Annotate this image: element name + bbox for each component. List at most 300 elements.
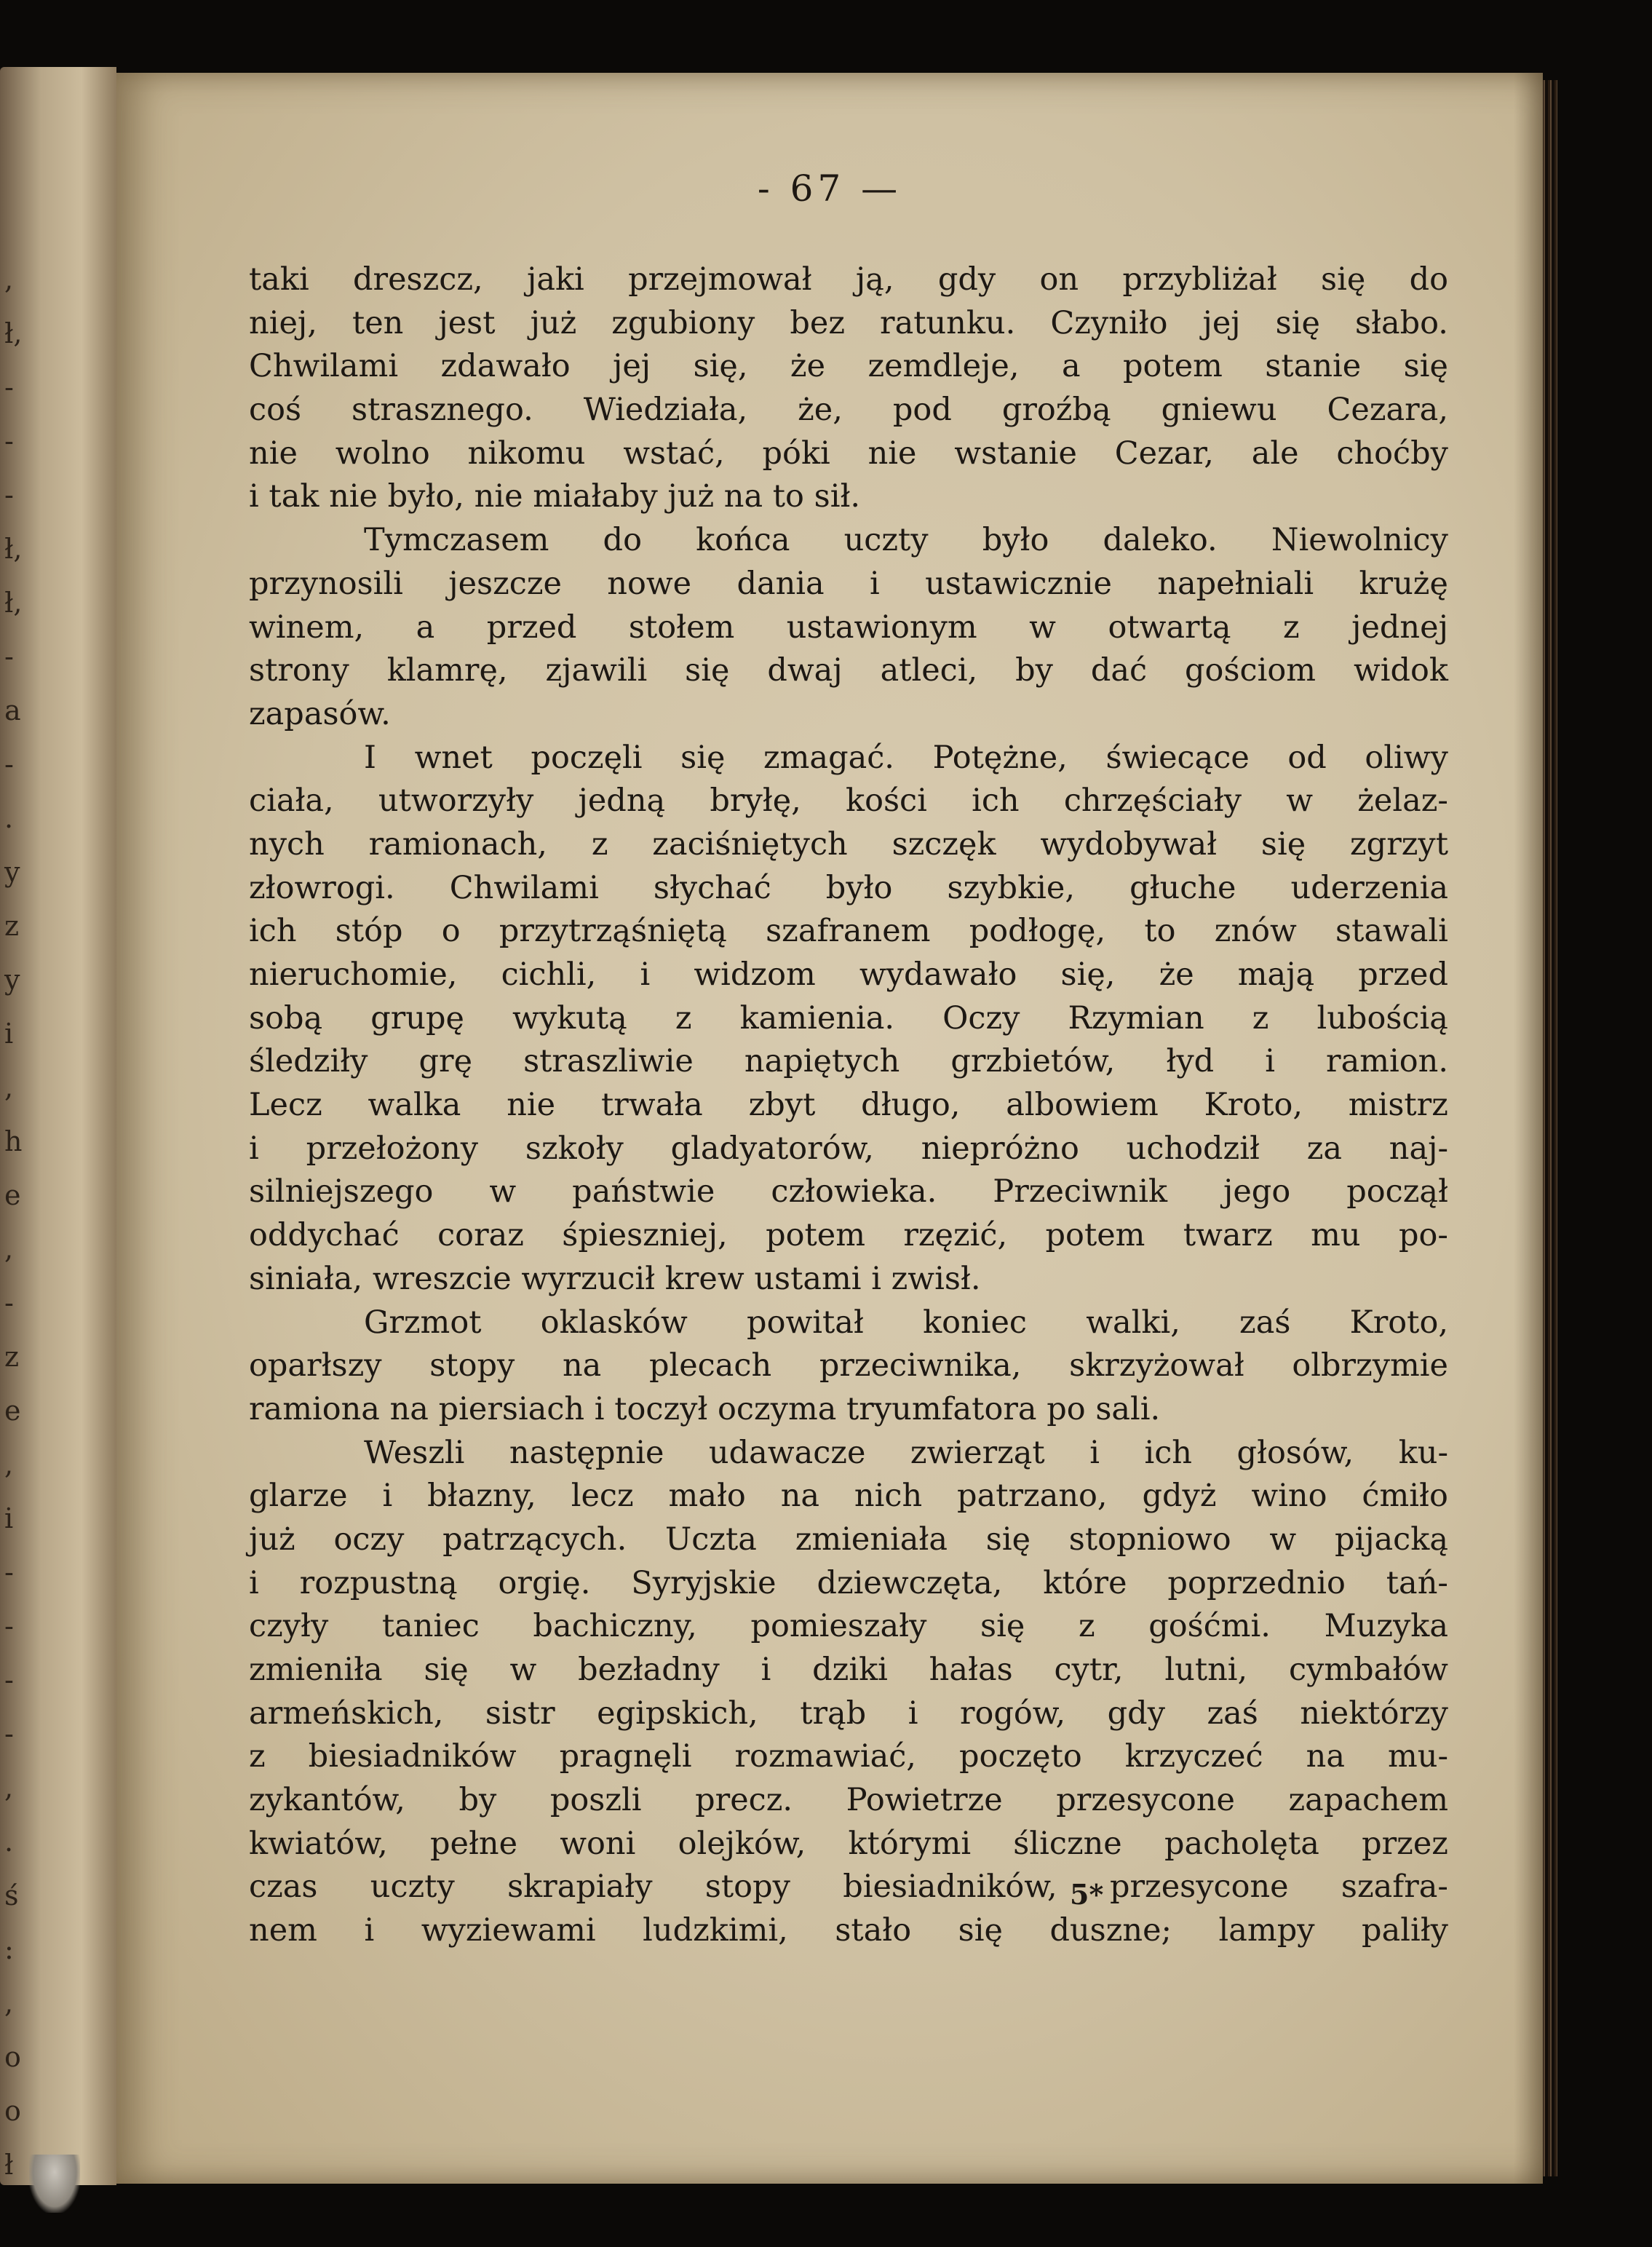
word: oczy — [333, 1521, 405, 1558]
word: gośćmi. — [1148, 1608, 1271, 1645]
word: złowrogi. — [249, 869, 395, 906]
word: krużę — [1359, 565, 1448, 602]
word: rozmawiać, — [734, 1738, 916, 1775]
text-line — [249, 1649, 1448, 1692]
word: i — [364, 1912, 375, 1949]
word: cytr, — [1054, 1652, 1124, 1688]
word: on — [1039, 261, 1079, 298]
word: i — [594, 1390, 615, 1427]
adjacent-page-char: , — [4, 263, 14, 296]
word: trwała — [600, 1087, 703, 1124]
word: Oczy — [942, 999, 1020, 1037]
word: oklasków — [540, 1304, 688, 1341]
word: ustawionym — [786, 609, 977, 646]
word: Przeciwnik — [993, 1173, 1168, 1210]
word: Weszli — [364, 1434, 465, 1471]
text-line — [249, 1692, 1448, 1736]
word: i — [1265, 1043, 1275, 1080]
word: bez — [790, 304, 845, 341]
word: i — [871, 1260, 891, 1297]
adjacent-page-char: - — [4, 425, 14, 457]
word: zykantów, — [249, 1782, 405, 1819]
word: winem, — [249, 609, 365, 646]
word: Kroto, — [1349, 1304, 1448, 1341]
text-line — [249, 1040, 1448, 1084]
word: zaś — [1207, 1695, 1258, 1732]
word: oliwy — [1365, 739, 1448, 776]
word: i — [640, 956, 651, 993]
word: w — [509, 1652, 537, 1688]
signature-mark: 5* — [1070, 1878, 1104, 1911]
word: i — [249, 1564, 259, 1601]
word: ćmiło — [1362, 1478, 1448, 1515]
word: ratunku. — [880, 304, 1016, 341]
word: w — [489, 1173, 517, 1210]
text-line — [249, 1301, 1448, 1345]
word: ku- — [1398, 1434, 1448, 1471]
word: szczęk — [891, 825, 996, 863]
word: twarz — [1183, 1217, 1273, 1254]
word: skrapiały — [507, 1868, 653, 1906]
word: stanie — [1265, 348, 1362, 385]
word: przełożony — [306, 1130, 479, 1167]
adjacent-page-char: y — [4, 964, 20, 996]
word: a — [1061, 348, 1081, 385]
word: niektórzy — [1300, 1695, 1448, 1732]
word: sali. — [1095, 1390, 1161, 1427]
word: tań- — [1386, 1564, 1448, 1601]
word: olbrzymie — [1292, 1347, 1448, 1384]
text-line — [249, 563, 1448, 606]
word: począł — [1346, 1173, 1448, 1210]
word: orgię. — [498, 1564, 591, 1601]
word: nie — [474, 478, 533, 515]
word: że — [1159, 956, 1194, 993]
word: lampy — [1218, 1912, 1315, 1949]
word: I — [364, 739, 376, 776]
word: oczyma — [718, 1390, 847, 1427]
text-line — [249, 1214, 1448, 1258]
text-line — [249, 1344, 1448, 1388]
word: i — [908, 1695, 918, 1732]
page-shadow — [1514, 73, 1543, 2184]
word: potem — [1123, 348, 1223, 385]
adjacent-page-char: , — [4, 1772, 14, 1804]
word: mistrz — [1348, 1087, 1448, 1124]
word: duszne; — [1049, 1912, 1172, 1949]
text-line — [249, 606, 1448, 650]
word: ludzkimi, — [643, 1912, 788, 1949]
text-line — [249, 302, 1448, 346]
word: wydobywał — [1040, 825, 1218, 863]
word: miałaby — [533, 478, 668, 515]
word: chrzęściały — [1063, 782, 1242, 820]
adjacent-page-char: i — [4, 1018, 14, 1050]
word: się — [1275, 304, 1320, 341]
word: niej, — [249, 304, 317, 341]
word: straszliwie — [523, 1043, 694, 1080]
word: w — [1286, 782, 1314, 820]
word: nie — [329, 478, 388, 515]
word: stopy — [429, 1347, 515, 1384]
word: pijacką — [1334, 1521, 1448, 1558]
word: głuche — [1129, 869, 1236, 906]
word: człowieka. — [771, 1173, 937, 1210]
text-line — [249, 475, 1448, 519]
word: Tymczasem — [364, 522, 549, 559]
word: jednej — [1351, 609, 1448, 646]
word: bezładny — [578, 1652, 720, 1688]
word: rogów, — [959, 1695, 1066, 1732]
word: po- — [1398, 1217, 1448, 1254]
body-text — [249, 258, 1448, 1953]
adjacent-page-char: i — [4, 1502, 14, 1534]
word: jest — [438, 304, 496, 341]
word: pragnęli — [559, 1738, 692, 1775]
adjacent-page-char: - — [4, 1610, 14, 1642]
adjacent-page-char: ś — [4, 1879, 19, 1911]
word: woni — [560, 1825, 636, 1862]
word: ciała, — [249, 782, 334, 820]
word: stóp — [335, 913, 403, 950]
word: piersiach — [438, 1390, 595, 1427]
word: zwisł. — [891, 1260, 981, 1297]
adjacent-page-char: - — [4, 748, 14, 780]
word: wstać, — [623, 435, 725, 472]
text-line — [249, 1432, 1448, 1475]
word: uderzenia — [1290, 869, 1448, 906]
word: i — [249, 478, 269, 515]
word: stołem — [628, 609, 735, 646]
word: armeńskich, — [249, 1695, 444, 1732]
word: nych — [249, 825, 325, 863]
word: się, — [693, 348, 748, 385]
word: zaciśniętych — [652, 825, 848, 863]
word: coś — [249, 392, 302, 429]
word: Muzyka — [1324, 1608, 1448, 1645]
word: rzęzić, — [903, 1217, 1008, 1254]
word: jedną — [578, 782, 666, 820]
word: z — [1283, 609, 1300, 646]
word: pomieszały — [750, 1608, 927, 1645]
word: daleko. — [1103, 522, 1218, 559]
word: z — [249, 1738, 266, 1775]
word: do — [603, 522, 642, 559]
word: szybkie, — [947, 869, 1075, 906]
word: nem — [249, 1912, 317, 1949]
word: sił. — [814, 478, 861, 515]
word: by — [458, 1782, 497, 1819]
word: olejków, — [678, 1825, 806, 1862]
word: śledziły — [249, 1043, 368, 1080]
text-line — [249, 1170, 1448, 1214]
word: ramiona — [249, 1390, 390, 1427]
word: dwaj — [767, 652, 843, 689]
word: z — [675, 999, 692, 1037]
adjacent-page-char: , — [4, 1233, 14, 1265]
word: grupę — [370, 999, 464, 1037]
adjacent-page-char: . — [4, 1826, 14, 1858]
word: Cezara, — [1327, 392, 1448, 429]
word: oparłszy — [249, 1347, 382, 1384]
word: głosów, — [1236, 1434, 1354, 1471]
word: dać — [1090, 652, 1148, 689]
word: wyziewami — [421, 1912, 596, 1949]
text-line — [249, 1779, 1448, 1823]
word: oddychać — [249, 1217, 400, 1254]
word: się — [1260, 825, 1306, 863]
text-line — [249, 1823, 1448, 1866]
word: coraz — [437, 1217, 524, 1254]
word: poczęto — [958, 1738, 1082, 1775]
adjacent-page-char: - — [4, 1287, 14, 1319]
book-page — [116, 73, 1543, 2184]
adjacent-page-char: z — [4, 910, 20, 942]
word: precz. — [695, 1782, 793, 1819]
word: wnet — [414, 739, 493, 776]
word: do — [1409, 261, 1448, 298]
word: wolno — [335, 435, 430, 472]
word: było — [982, 522, 1049, 559]
word: się — [1403, 348, 1448, 385]
word: na — [1306, 1738, 1345, 1775]
adjacent-page-char: e — [4, 1179, 21, 1211]
text-line — [249, 1518, 1448, 1562]
word: przeciwnika, — [819, 1347, 1022, 1384]
word: czas — [249, 1868, 318, 1906]
word: Powietrze — [846, 1782, 1003, 1819]
word: z — [591, 825, 608, 863]
word: potem — [766, 1217, 865, 1254]
word: ale — [1251, 435, 1299, 472]
word: już — [667, 478, 724, 515]
word: wino — [1251, 1478, 1327, 1515]
word: końca — [696, 522, 790, 559]
text-line — [249, 1909, 1448, 1953]
word: pacholęta — [1164, 1825, 1319, 1862]
word: że — [790, 348, 826, 385]
word: tryumfatora — [846, 1390, 1047, 1427]
word: zapasów. — [249, 695, 391, 732]
word: po — [1047, 1390, 1096, 1427]
word: gdy — [1107, 1695, 1166, 1732]
word: poczęli — [531, 739, 643, 776]
word: za — [1306, 1130, 1342, 1167]
word: ich — [972, 782, 1020, 820]
word: taki — [249, 261, 309, 298]
text-line — [249, 1735, 1448, 1779]
word: na — [562, 1347, 602, 1384]
word: słabo. — [1354, 304, 1448, 341]
word: sistr — [485, 1695, 555, 1732]
word: nikomu — [467, 435, 586, 472]
word: cichli, — [501, 956, 597, 993]
word: śliczne — [1013, 1825, 1122, 1862]
word: przynosili — [249, 565, 403, 602]
word: i — [870, 565, 880, 602]
word: gdyż — [1142, 1478, 1217, 1515]
word: hałas — [929, 1652, 1013, 1688]
text-line — [249, 910, 1448, 954]
word: się — [685, 652, 730, 689]
adjacent-page-char: ł — [4, 2149, 14, 2181]
word: zdawało — [440, 348, 571, 385]
text-line — [249, 1388, 1448, 1432]
text-line — [249, 997, 1448, 1041]
word: nie — [249, 435, 298, 472]
word: krew — [664, 1260, 755, 1297]
word: dziewczęta, — [817, 1564, 1003, 1601]
word: łyd — [1166, 1043, 1215, 1080]
word: Potężne, — [932, 739, 1068, 776]
text-line — [249, 1866, 1448, 1909]
word: zgubiony — [611, 304, 755, 341]
adjacent-page-char: . — [4, 802, 14, 834]
word: Syryjskie — [631, 1564, 777, 1601]
word: przesycone — [1056, 1782, 1235, 1819]
word: albowiem — [1006, 1087, 1159, 1124]
text-line — [249, 649, 1448, 693]
word: się — [424, 1652, 469, 1688]
word: państwie — [572, 1173, 715, 1210]
word: rozpustną — [299, 1564, 458, 1601]
word: Czyniło — [1050, 304, 1168, 341]
word: gniewu — [1161, 392, 1277, 429]
word: szkoły — [525, 1130, 624, 1167]
word: słychać — [653, 869, 771, 906]
word: kamienia. — [739, 999, 895, 1037]
word: póki — [762, 435, 830, 472]
text-line — [249, 1128, 1448, 1171]
word: zbyt — [748, 1087, 816, 1124]
word: stopniowo — [1068, 1521, 1231, 1558]
adjacent-page-char: - — [4, 641, 14, 673]
word: które — [1043, 1564, 1127, 1601]
text-line — [249, 1562, 1448, 1606]
word: ramionach, — [368, 825, 547, 863]
word: się — [680, 739, 726, 776]
word: przejmował — [628, 261, 812, 298]
word: zaś — [1239, 1304, 1291, 1341]
word: wyrzucił — [521, 1260, 665, 1297]
word: się — [958, 1912, 1003, 1949]
text-line — [249, 1084, 1448, 1128]
text-line — [249, 1475, 1448, 1518]
word: kwiatów, — [249, 1825, 388, 1862]
word: cymbałów — [1289, 1652, 1448, 1688]
word: choćby — [1336, 435, 1448, 472]
word: szafranem — [766, 913, 931, 950]
adjacent-page-char: z — [4, 1341, 20, 1373]
word: taniec — [381, 1608, 480, 1645]
adjacent-page-edge — [0, 67, 116, 2185]
word: pod — [892, 392, 952, 429]
word: ustami — [754, 1260, 872, 1297]
word: lubością — [1317, 999, 1448, 1037]
word: podłogę, — [969, 913, 1106, 950]
word: na — [723, 478, 773, 515]
adjacent-page-char: o — [4, 2095, 21, 2127]
adjacent-page-char: h — [4, 1125, 23, 1157]
word: dziki — [812, 1652, 888, 1688]
word: bryłę, — [710, 782, 801, 820]
word: w — [1269, 1521, 1297, 1558]
word: się, — [1060, 956, 1116, 993]
word: przytrząśniętą — [499, 913, 727, 950]
word: trąb — [800, 1695, 867, 1732]
word: poprzednio — [1167, 1564, 1346, 1601]
word: mało — [668, 1478, 746, 1515]
word: ją, — [855, 261, 894, 298]
adjacent-page-char: : — [4, 1933, 14, 1965]
word: zmieniła — [249, 1652, 383, 1688]
word: Lecz — [249, 1087, 322, 1124]
adjacent-page-char: , — [4, 1449, 14, 1481]
word: którymi — [848, 1825, 972, 1862]
word: się — [1321, 261, 1366, 298]
word: toczył — [614, 1390, 718, 1427]
text-line — [249, 867, 1448, 911]
word: Chwilami — [449, 869, 599, 906]
text-line — [249, 737, 1448, 780]
word: atleci, — [880, 652, 978, 689]
word: uchodził — [1126, 1130, 1260, 1167]
word: ten — [352, 304, 404, 341]
word: przesycone — [1109, 1868, 1289, 1906]
word: zmieniała — [795, 1521, 948, 1558]
word: widok — [1353, 652, 1448, 689]
word: strony — [249, 652, 349, 689]
word: glarze — [249, 1478, 348, 1515]
word: zmagać. — [763, 739, 894, 776]
word: i — [249, 1130, 259, 1167]
adjacent-page-char: ł, — [4, 533, 23, 565]
word: uczty — [370, 1868, 455, 1906]
adjacent-page-char: , — [4, 1071, 14, 1103]
word: czyły — [249, 1608, 329, 1645]
word: na — [389, 1390, 439, 1427]
word: dreszcz, — [353, 261, 483, 298]
word: przed — [486, 609, 577, 646]
text-line — [249, 345, 1448, 389]
word: ustawicznie — [925, 565, 1112, 602]
adjacent-page-char: ł, — [4, 317, 23, 349]
word: lutni, — [1164, 1652, 1248, 1688]
word: nie — [867, 435, 917, 472]
adjacent-page-char: - — [4, 1718, 14, 1750]
word: patrzących. — [442, 1521, 627, 1558]
word: strasznego. — [352, 392, 533, 429]
word: kości — [846, 782, 927, 820]
word: wreszcie — [372, 1260, 522, 1297]
word: przed — [1358, 956, 1448, 993]
word: niepróżno — [921, 1130, 1079, 1167]
word: otwartą — [1108, 609, 1231, 646]
word: to — [772, 478, 814, 515]
word: lecz — [571, 1478, 634, 1515]
word: gladyatorów, — [670, 1130, 874, 1167]
word: zapachem — [1288, 1782, 1448, 1819]
page-number: - 67 — — [757, 167, 902, 210]
word: grzbietów, — [950, 1043, 1116, 1080]
word: utworzyły — [378, 782, 534, 820]
word: gościom — [1185, 652, 1317, 689]
word: świecące — [1105, 739, 1250, 776]
word: bachiczny, — [533, 1608, 697, 1645]
word: Uczta — [665, 1521, 757, 1558]
word: zemdleje, — [867, 348, 1020, 385]
word: że, — [798, 392, 843, 429]
